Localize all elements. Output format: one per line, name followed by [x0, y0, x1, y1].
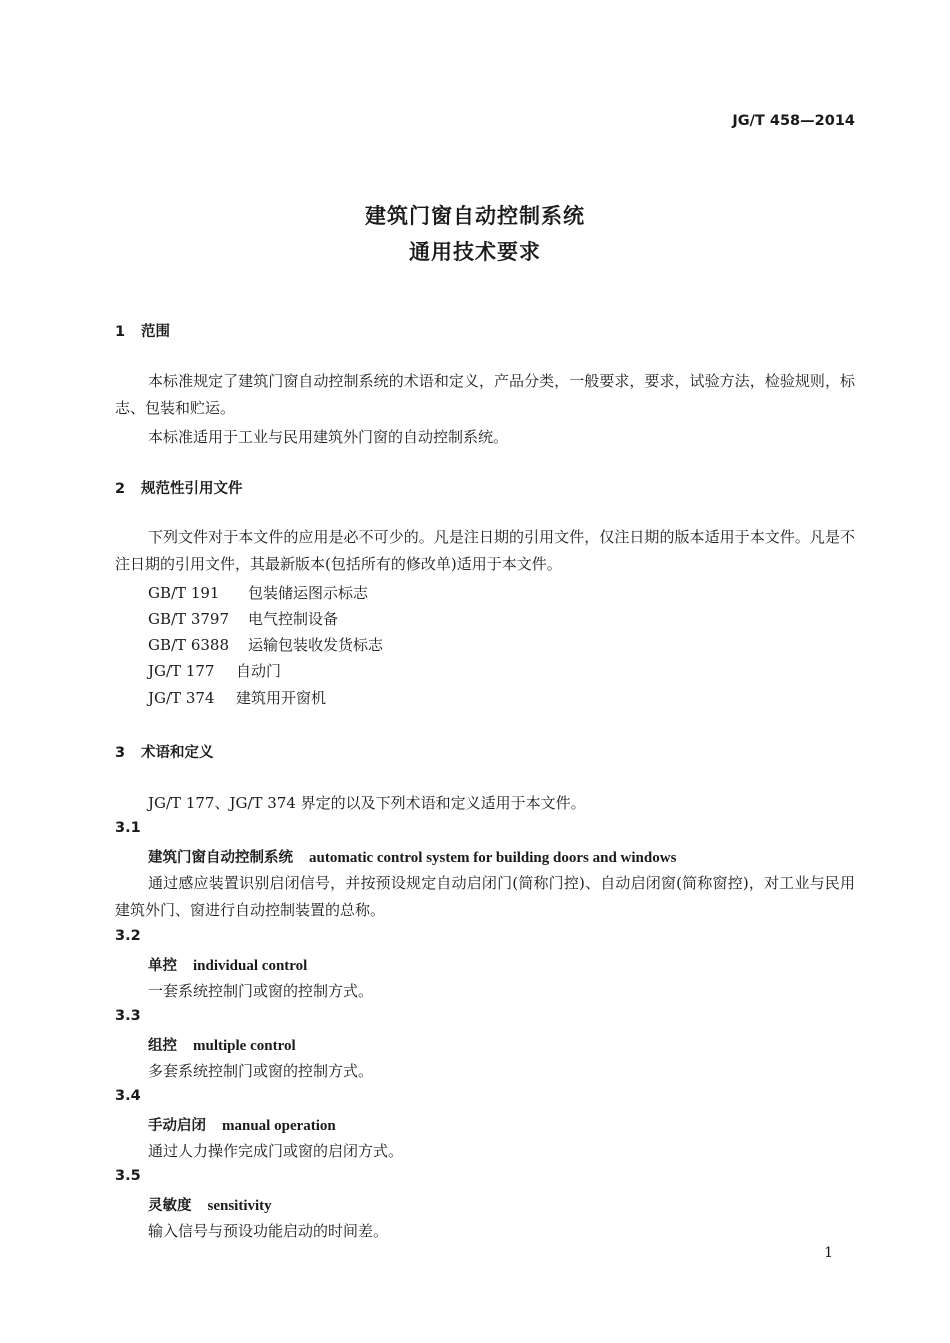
reference-title: 建筑用开窗机: [236, 689, 327, 707]
reference-title: 电气控制设备: [248, 610, 339, 628]
term-heading: [148, 1194, 272, 1215]
reference-title: 运输包装收发货标志: [248, 636, 384, 654]
term-number: 3.4: [115, 1088, 141, 1104]
term-english: sensitivity: [207, 1198, 272, 1214]
term-english: automatic control system for building doors and windows: [309, 850, 677, 866]
section-3-intro: JG/T 177、JG/T 374 界定的以及下列术语和定义适用于本文件。: [148, 794, 586, 812]
reference-code: JG/T 374: [148, 689, 215, 707]
section-2-heading: [115, 477, 243, 498]
term-chinese: 单控: [148, 958, 177, 974]
term-chinese: 建筑门窗自动控制系统: [148, 850, 293, 866]
standard-code: JG/T 458—2014: [732, 113, 855, 129]
section-number: 2: [115, 481, 126, 497]
term-chinese: 手动启闭: [148, 1118, 206, 1134]
term-english: manual operation: [222, 1118, 336, 1134]
term-heading: [148, 1114, 336, 1135]
reference-code: JG/T 177: [148, 662, 215, 680]
document-title-line1: 建筑门窗自动控制系统: [365, 204, 585, 228]
reference-code: GB/T 6388: [148, 636, 230, 654]
term-heading: [148, 954, 307, 975]
term-chinese: 灵敏度: [148, 1198, 192, 1214]
reference-item: [148, 608, 338, 629]
reference-code: GB/T 3797: [148, 610, 230, 628]
term-english: multiple control: [193, 1038, 296, 1054]
reference-item: [148, 660, 281, 681]
term-definition: 通过人力操作完成门或窗的启闭方式。: [148, 1142, 404, 1160]
term-definition: 通过感应装置识别启闭信号，并按预设规定自动启闭门(简称门控)、自动启闭窗(简称窗控)，对工业与民用建筑外门、窗进行自动控制装置的总称。: [115, 874, 855, 919]
section-title: 术语和定义: [141, 745, 214, 761]
section-1-paragraph-2: 本标准适用于工业与民用建筑外门窗的自动控制系统。: [148, 428, 509, 446]
section-1-heading: [115, 320, 170, 341]
term-definition: 一套系统控制门或窗的控制方式。: [148, 982, 374, 1000]
section-2-paragraph-1: 下列文件对于本文件的应用是必不可少的。凡是注日期的引用文件，仅注日期的版本适用于本文件。凡是不注日期的引用文件，其最新版本(包括所有的修改单)适用于本文件。: [115, 528, 855, 573]
document-title-line2: 通用技术要求: [409, 240, 541, 264]
page-number: 1: [824, 1245, 833, 1261]
term-definition: 多套系统控制门或窗的控制方式。: [148, 1062, 374, 1080]
reference-item: [148, 634, 383, 655]
section-number: 3: [115, 745, 126, 761]
section-3-heading: [115, 741, 214, 762]
section-title: 范围: [141, 324, 170, 340]
term-english: individual control: [193, 958, 308, 974]
term-number: 3.1: [115, 820, 141, 836]
reference-title: 包装储运图示标志: [248, 584, 369, 602]
reference-item: [148, 582, 368, 603]
term-chinese: 组控: [148, 1038, 177, 1054]
term-number: 3.2: [115, 928, 141, 944]
reference-title: 自动门: [236, 662, 282, 680]
section-title: 规范性引用文件: [141, 481, 243, 497]
reference-code: GB/T 191: [148, 584, 220, 602]
section-1-paragraph-1: 本标准规定了建筑门窗自动控制系统的术语和定义，产品分类，一般要求，要求，试验方法，检验规则，标志、包装和贮运。: [115, 372, 855, 417]
term-heading: [148, 846, 676, 867]
reference-item: [148, 687, 326, 708]
term-number: 3.5: [115, 1168, 141, 1184]
term-number: 3.3: [115, 1008, 141, 1024]
term-heading: [148, 1034, 296, 1055]
section-number: 1: [115, 324, 126, 340]
term-definition: 输入信号与预设功能启动的时间差。: [148, 1222, 389, 1240]
